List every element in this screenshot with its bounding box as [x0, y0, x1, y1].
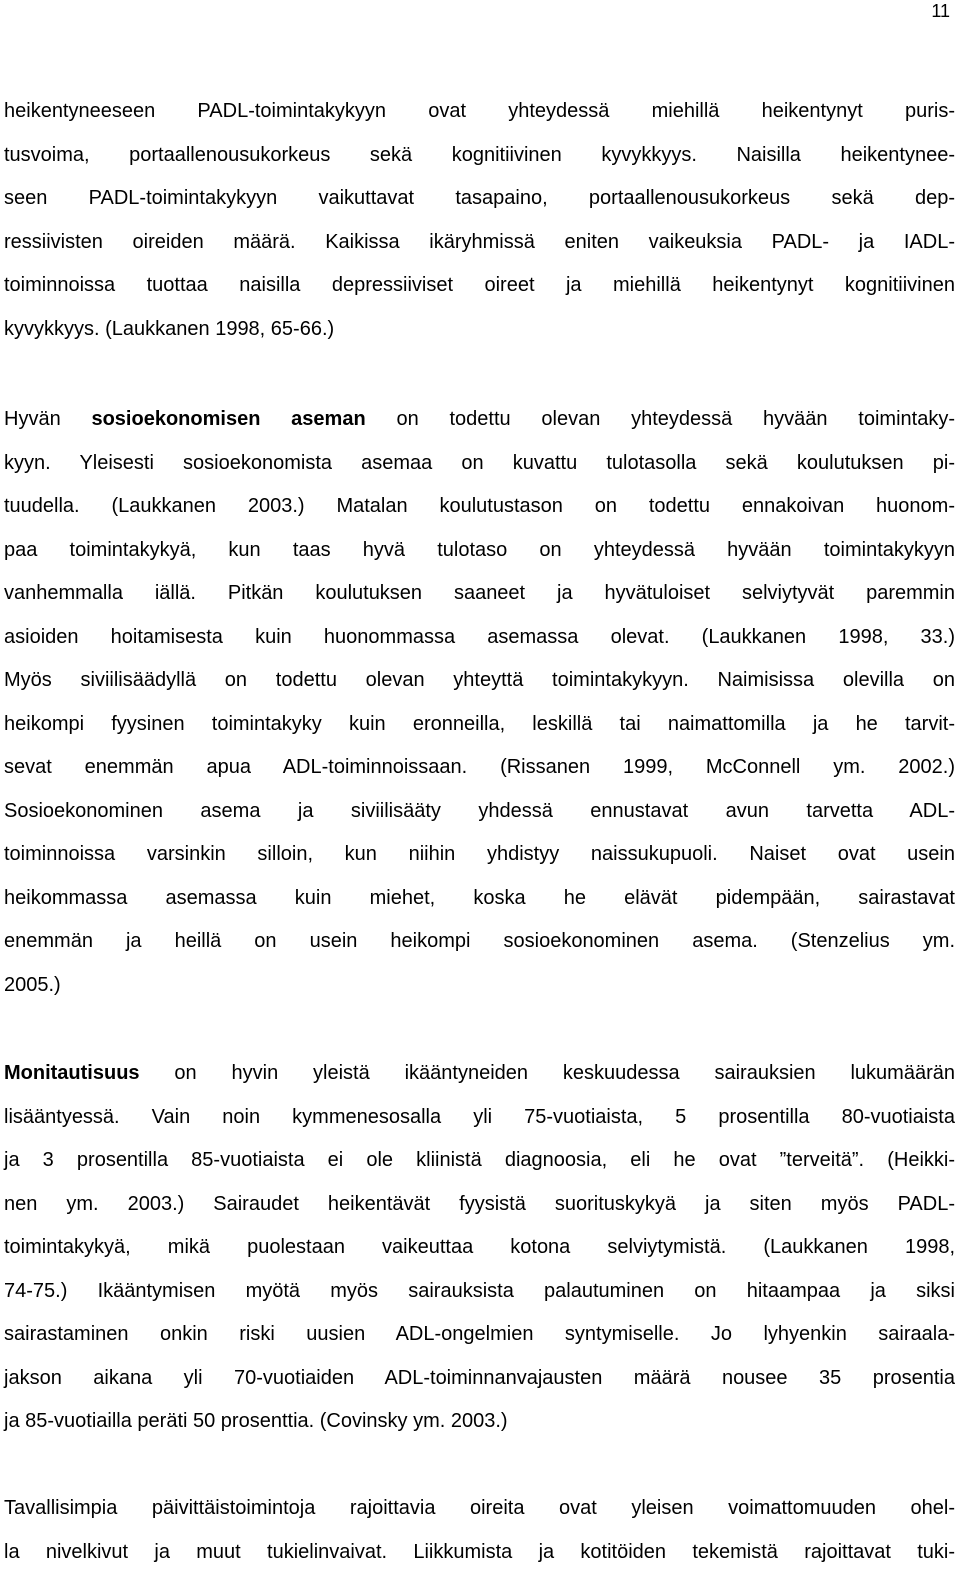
text-line: vanhemmalla iällä. Pitkän koulutuksen saaneet ja hyvätuloiset selviytyvät paremmin [4, 572, 955, 616]
text-line: sevat enemmän apua ADL-toiminnoissaan. (Rissanen 1999, McConnell ym. 2002.) [4, 746, 955, 790]
text-line: toimintakykyä, mikä puolestaan vaikeuttaa kotona selviytymistä. (Laukkanen 1998, [4, 1226, 955, 1270]
text-line-with-term [4, 398, 955, 442]
text-line: nen ym. 2003.) Sairaudet heikentävät fyysistä suorituskykyä ja siten myös PADL- [4, 1183, 955, 1227]
text-line: ja 3 prosentilla 85-vuotiaista ei ole kliinistä diagnoosia, eli he ovat ”terveitä”. (Heikki- [4, 1139, 955, 1183]
text-line: ressiivisten oireiden määrä. Kaikissa ikäryhmissä eniten vaikeuksia PADL- ja IADL- [4, 221, 955, 265]
paragraph-multimorbidity [4, 1052, 955, 1444]
text-line: Sosioekonominen asema ja siviilisääty yhdessä ennustavat avun tarvetta ADL- [4, 790, 955, 834]
text-line: ja 85-vuotiailla peräti 50 prosenttia. (Covinsky ym. 2003.) [4, 1400, 955, 1444]
text-fragment: on hyvin yleistä ikääntyneiden keskuudessa sairauksien lukumäärän [140, 1062, 955, 1084]
text-line: la nivelkivut ja muut tukielinvaivat. Liikkumista ja kotitöiden tekemistä rajoittavat tuki- [4, 1531, 955, 1574]
text-fragment: on todettu olevan yhteydessä hyvään toimintaky- [366, 408, 955, 430]
text-line: toiminnoissa tuottaa naisilla depressiiviset oireet ja miehillä heikentynyt kognitiivinen [4, 264, 955, 308]
text-line: heikompi fyysinen toimintakyky kuin eronneilla, leskillä tai naimattomilla ja he tarvit- [4, 703, 955, 747]
text-line: lisääntyessä. Vain noin kymmenesosalla yli 75-vuotiaista, 5 prosentilla 80-vuotiaista [4, 1096, 955, 1140]
page-number: 11 [931, 0, 950, 22]
bold-term: sosioekonomisen aseman [91, 408, 365, 430]
text-line: Myös siviilisäädyllä on todettu olevan yhteyttä toimintakykyyn. Naimisissa olevilla on [4, 659, 955, 703]
text-line-with-term [4, 1052, 955, 1096]
bold-term: Monitautisuus [4, 1062, 140, 1084]
paragraph-padl-factors [4, 90, 955, 351]
text-line: asioiden hoitamisesta kuin huonommassa asemassa olevat. (Laukkanen 1998, 33.) [4, 616, 955, 660]
text-line: jakson aikana yli 70-vuotiaiden ADL-toiminnanvajausten määrä nousee 35 prosentia [4, 1357, 955, 1401]
text-line: 2005.) [4, 964, 955, 1008]
text-line: heikentyneeseen PADL-toimintakykyyn ovat yhteydessä miehillä heikentynyt puris- [4, 90, 955, 134]
text-line: 74-75.) Ikääntymisen myötä myös sairauksista palautuminen on hitaampaa ja siksi [4, 1270, 955, 1314]
paragraph-socioeconomic-status [4, 398, 955, 1007]
text-line: kyyn. Yleisesti sosioekonomista asemaa on kuvattu tulotasolla sekä koulutuksen pi- [4, 442, 955, 486]
text-line: heikommassa asemassa kuin miehet, koska he elävät pidempään, sairastavat [4, 877, 955, 921]
text-line: Tavallisimpia päivittäistoimintoja rajoittavia oireita ovat yleisen voimattomuuden ohel- [4, 1487, 955, 1531]
text-line: seen PADL-toimintakykyyn vaikuttavat tasapaino, portaallenousukorkeus sekä dep- [4, 177, 955, 221]
text-line: tuudella. (Laukkanen 2003.) Matalan koulutustason on todettu ennakoivan huonom- [4, 485, 955, 529]
paragraph-common-symptoms [4, 1487, 955, 1574]
text-line: tusvoima, portaallenousukorkeus sekä kognitiivinen kyvykkyys. Naisilla heikentynee- [4, 134, 955, 178]
text-fragment: Hyvän [4, 408, 91, 430]
text-line: paa toimintakykyä, kun taas hyvä tulotaso on yhteydessä hyvään toimintakykyyn [4, 529, 955, 573]
text-line: toiminnoissa varsinkin silloin, kun niihin yhdistyy naissukupuoli. Naiset ovat usein [4, 833, 955, 877]
text-line: sairastaminen onkin riski uusien ADL-ongelmien syntymiselle. Jo lyhyenkin sairaala- [4, 1313, 955, 1357]
text-line: kyvykkyys. (Laukkanen 1998, 65-66.) [4, 308, 955, 352]
text-line: enemmän ja heillä on usein heikompi sosioekonominen asema. (Stenzelius ym. [4, 920, 955, 964]
